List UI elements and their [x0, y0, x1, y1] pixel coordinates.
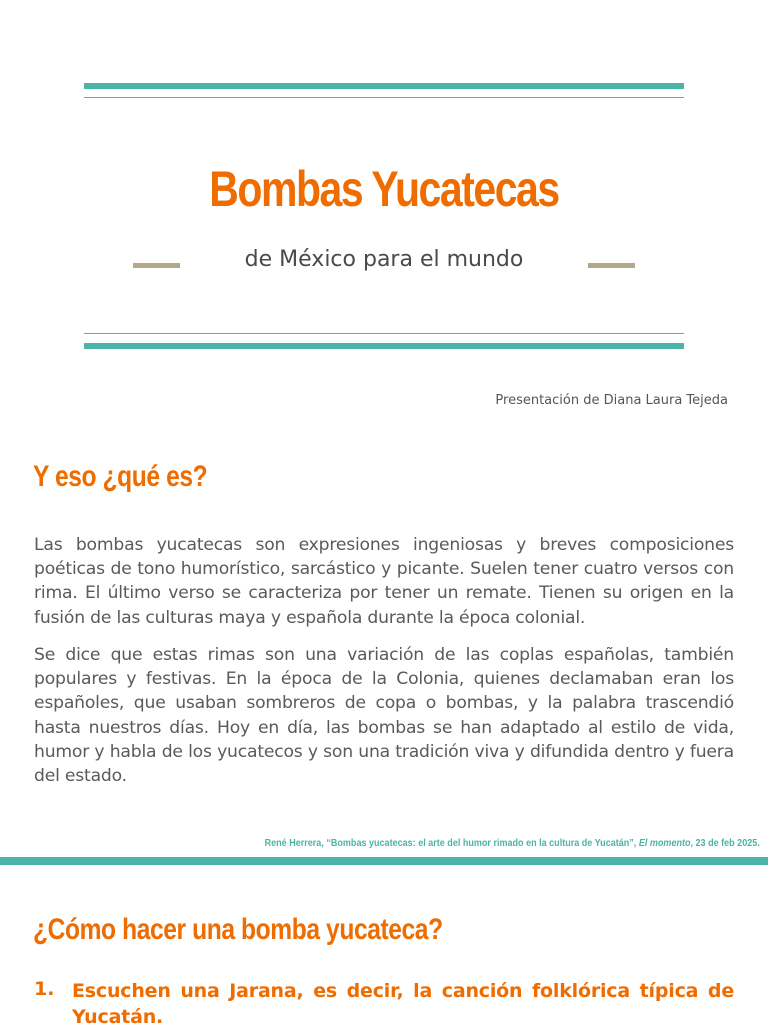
steps-list: [34, 978, 734, 1030]
subtitle-row: [0, 245, 768, 285]
top-rule-thin: [84, 97, 684, 98]
step-number: 1.: [34, 978, 55, 1000]
citation-source: El momento: [639, 837, 691, 849]
paragraph-history: Se dice que estas rimas son una variación de las coplas españolas, también populares y festivas. En la época de la Colonia, quienes declamaban eran los españoles, que usaban sombreros de copa o bombas, y la palabra trascendió hasta nuestros días. Hoy en día, las bombas se han adaptado al estilo de vida, humor y habla de los yucatecos y son una tradición viva y difundida dentro y fuera del estado.: [34, 645, 734, 787]
section-heading-how-to: ¿Cómo hacer una bomba yucateca?: [33, 913, 443, 946]
right-dash-decoration: [588, 263, 635, 268]
list-item: [34, 978, 734, 1030]
citation-text: René Herrera, “Bombas yucatecas: el arte del humor rimado en la cultura de Yucatán”,: [264, 837, 640, 849]
subtitle: de México para el mundo: [244, 247, 524, 272]
bottom-rule-thin: [84, 333, 684, 334]
section-heading-what-is: Y eso ¿qué es?: [33, 460, 208, 493]
page-title: Bombas Yucatecas: [209, 161, 559, 217]
page-divider: [0, 857, 768, 865]
top-rule-thick: [84, 83, 684, 89]
step-text: Escuchen una Jarana, es decir, la canción folklórica típica de Yucatán.: [72, 980, 734, 1028]
bottom-rule-thick: [84, 343, 684, 349]
paragraph-definition: Las bombas yucatecas son expresiones ingeniosas y breves composiciones poéticas de tono humorístico, sarcástico y picante. Suelen tener cuatro versos con rima. El último verso se caracteriza por tener un remate. Tienen su origen en la fusión de las culturas maya y española durante la época colonial.: [34, 535, 734, 628]
citation: [265, 837, 760, 849]
presenter-credit: Presentación de Diana Laura Tejeda: [495, 393, 728, 408]
citation-date: , 23 de feb 2025.: [690, 837, 760, 849]
